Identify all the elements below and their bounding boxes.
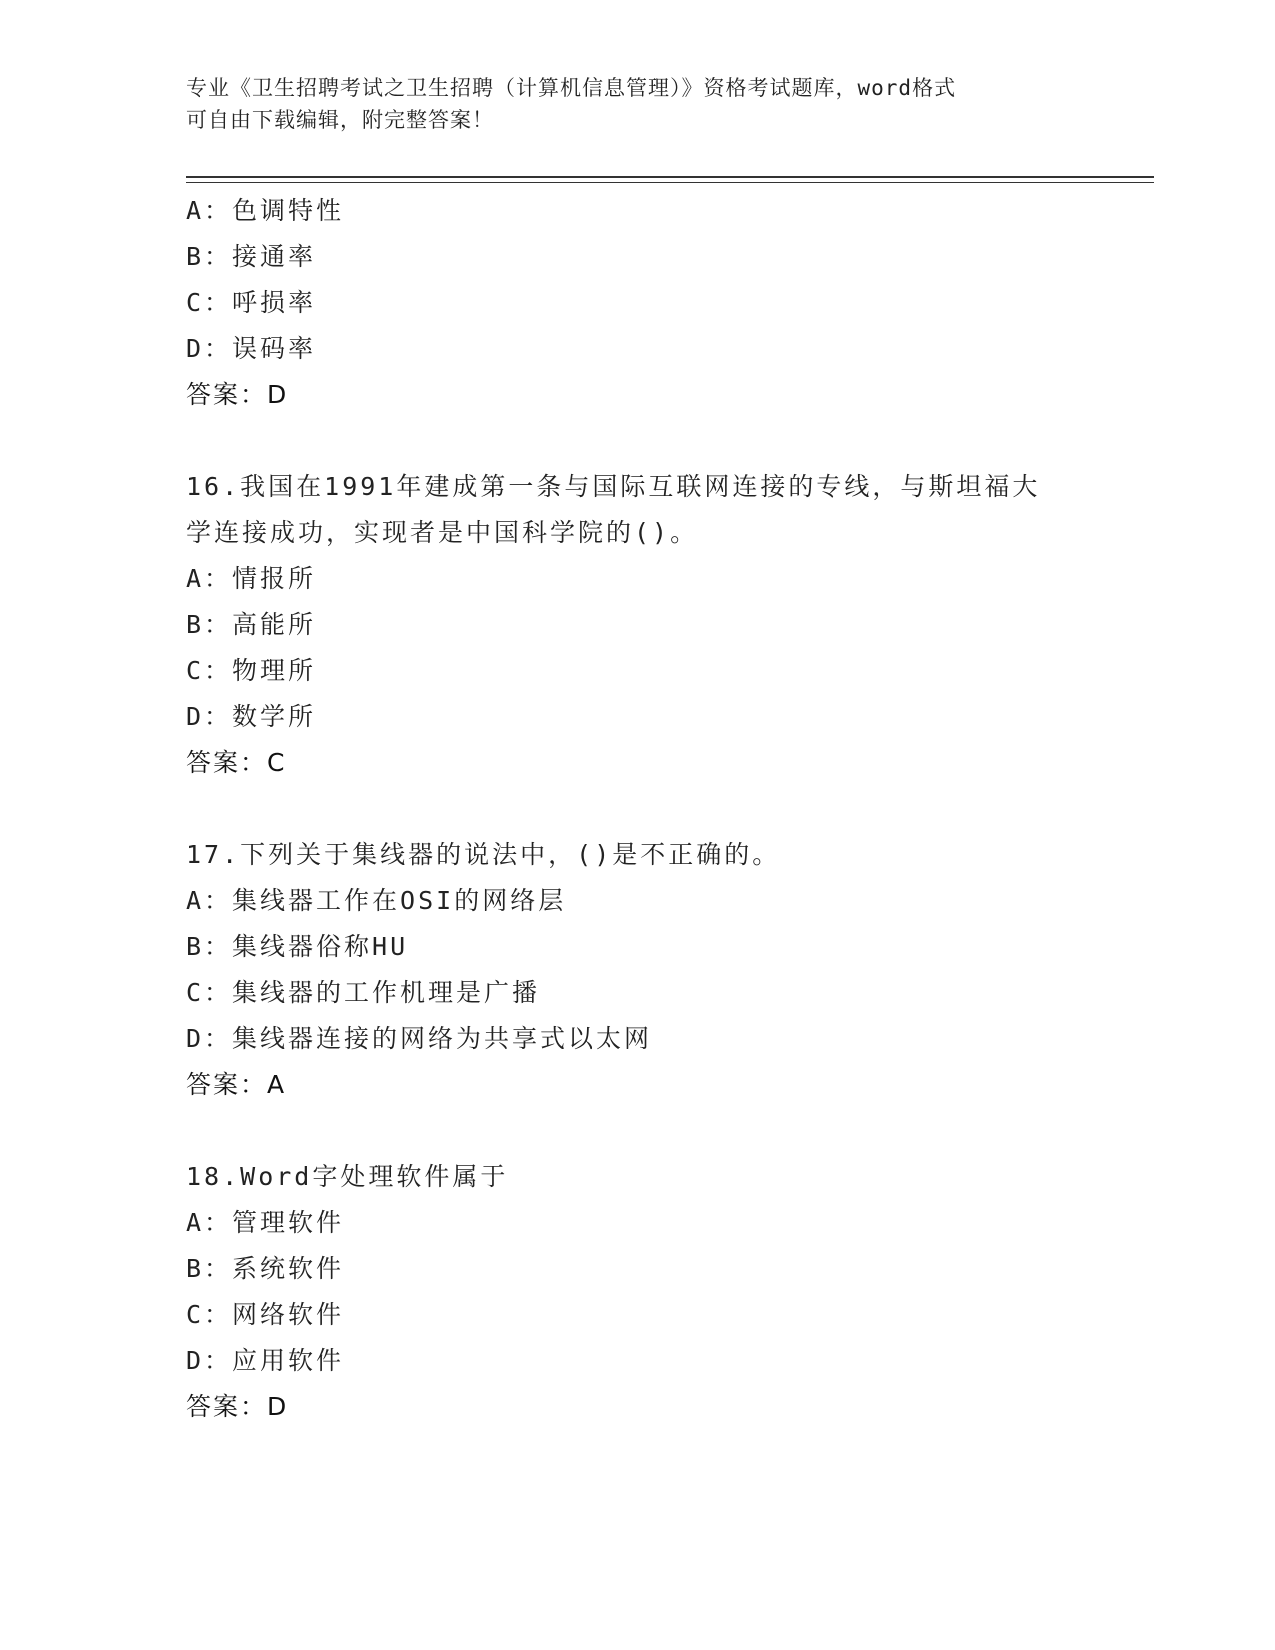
option-c: C：网络软件 [186,1300,345,1329]
option-b: B：集线器俗称HU [186,932,409,961]
document-header [186,72,1066,136]
header-line-1: 专业《卫生招聘考试之卫生招聘（计算机信息管理）》资格考试题库，word格式 [186,76,957,100]
option-d: D：应用软件 [186,1346,345,1375]
answer-label: 答案：A [186,1070,287,1099]
option-a: A：色调特性 [186,196,345,225]
option-d: D：误码率 [186,334,317,363]
question-16-text-line-1: 16.我国在1991年建成第一条与国际互联网连接的专线，与斯坦福大 [186,472,1041,501]
option-a: A：情报所 [186,564,317,593]
answer-label: 答案：D [186,1392,289,1421]
header-line-2: 可自由下载编辑，附完整答案！ [186,108,494,132]
question-18-block [186,1154,1086,1430]
option-c: C：呼损率 [186,288,317,317]
answer-label: 答案：D [186,380,289,409]
question-17-block [186,832,1086,1108]
question-list [186,188,1086,1430]
option-a: A：管理软件 [186,1208,345,1237]
option-b: B：高能所 [186,610,317,639]
spacer [186,1108,1086,1154]
header-divider-thick [186,176,1154,178]
question-18-text: 18.Word字处理软件属于 [186,1162,509,1191]
option-c: C：物理所 [186,656,317,685]
option-a: A：集线器工作在OSI的网络层 [186,886,567,915]
spacer [186,786,1086,832]
spacer [186,418,1086,464]
question-15-block [186,188,1086,418]
question-16-block [186,464,1086,786]
question-16-text-line-2: 学连接成功，实现者是中国科学院的()。 [186,518,699,547]
header-divider-thin [186,182,1154,183]
question-17-text: 17.下列关于集线器的说法中，()是不正确的。 [186,840,781,869]
option-b: B：系统软件 [186,1254,345,1283]
answer-label: 答案：C [186,748,287,777]
option-d: D：集线器连接的网络为共享式以太网 [186,1024,653,1053]
option-d: D：数学所 [186,702,317,731]
option-c: C：集线器的工作机理是广播 [186,978,541,1007]
option-b: B：接通率 [186,242,317,271]
